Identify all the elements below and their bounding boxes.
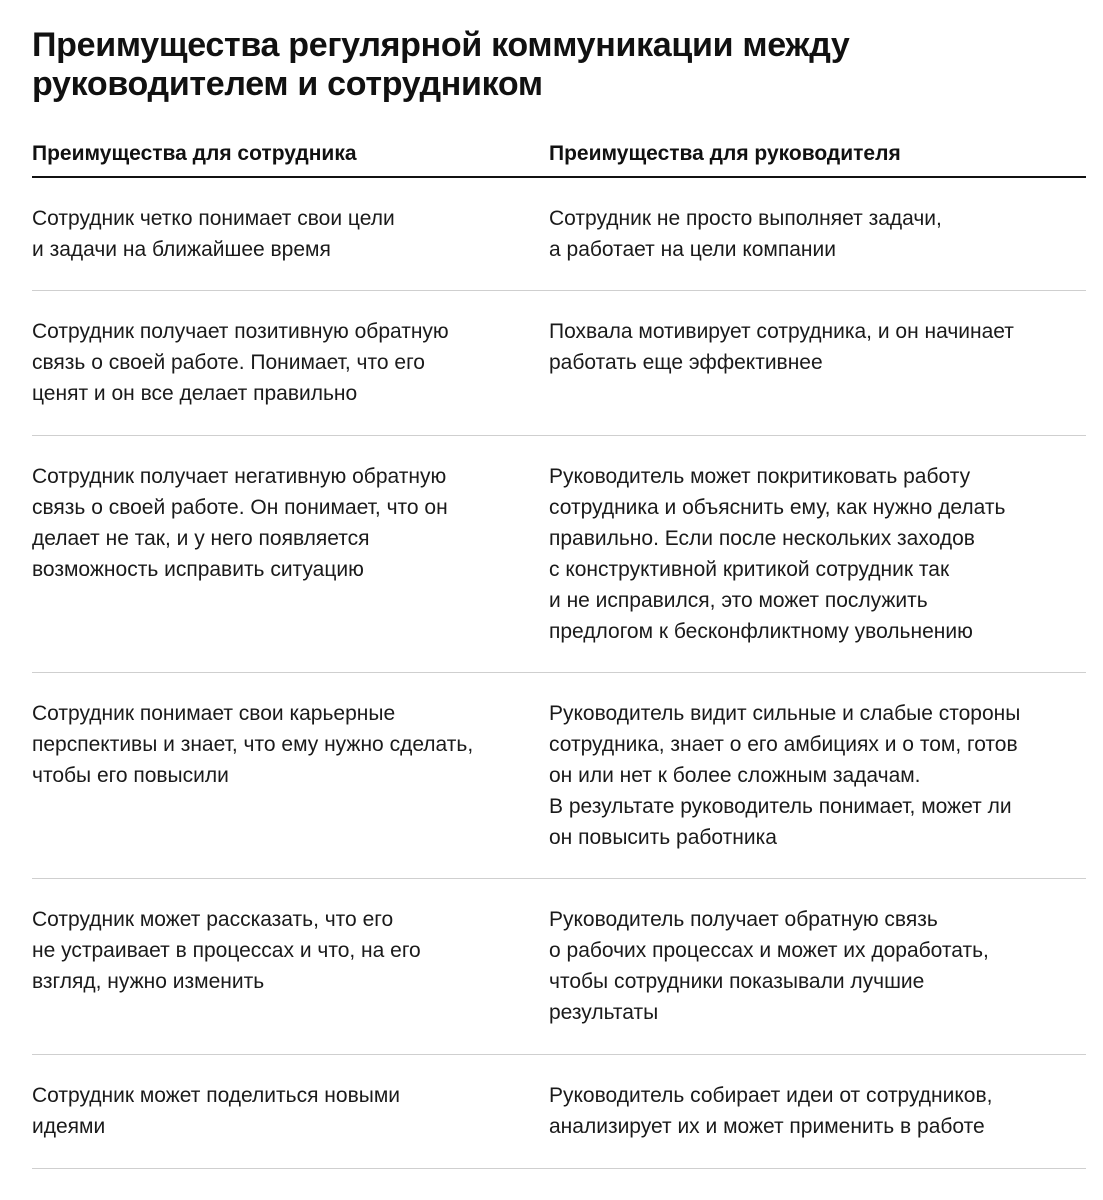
comparison-table <box>32 142 1086 1169</box>
table-row <box>32 436 1086 673</box>
manager-benefit-cell: Руководитель может покритиковать работу сотрудника и объяснить ему, как нужно делать правильно. Если после нескольких заходов с конструктивной критикой сотрудник так и не исправился, это может послужить предлогом к бесконфликтному увольнению <box>549 465 1006 643</box>
table-row <box>32 673 1086 879</box>
document <box>32 0 1086 1169</box>
table-row <box>32 178 1086 291</box>
table-row <box>32 1055 1086 1169</box>
page-title: Преимущества регулярной коммуникации между руководителем и сотрудником <box>32 26 850 103</box>
manager-benefit-cell: Руководитель собирает идеи от сотрудников, анализирует их и может применить в работе <box>549 1084 993 1138</box>
employee-benefit-cell: Сотрудник понимает свои карьерные перспективы и знает, что ему нужно сделать, чтобы его повысили <box>32 702 474 787</box>
table-row <box>32 291 1086 436</box>
employee-benefit-cell: Сотрудник может поделиться новыми идеями <box>32 1084 400 1138</box>
header-manager-benefits: Преимущества для руководителя <box>549 142 901 165</box>
table-row <box>32 879 1086 1055</box>
table-header-row <box>32 142 1086 178</box>
employee-benefit-cell: Сотрудник получает позитивную обратную связь о своей работе. Понимает, что его ценят и он все делает правильно <box>32 320 449 405</box>
manager-benefit-cell: Руководитель получает обратную связь о рабочих процессах и может их доработать, чтобы сотрудники показывали лучшие результаты <box>549 908 989 1024</box>
manager-benefit-cell: Сотрудник не просто выполняет задачи, а работает на цели компании <box>549 207 942 261</box>
employee-benefit-cell: Сотрудник получает негативную обратную связь о своей работе. Он понимает, что он делает не так, и у него появляется возможность исправить ситуацию <box>32 465 448 581</box>
manager-benefit-cell: Похвала мотивирует сотрудника, и он начинает работать еще эффективнее <box>549 320 1014 374</box>
manager-benefit-cell: Руководитель видит сильные и слабые стороны сотрудника, знает о его амбициях и о том, готов он или нет к более сложным задачам. В результате руководитель понимает, может ли он повысить работника <box>549 702 1021 849</box>
employee-benefit-cell: Сотрудник может рассказать, что его не устраивает в процессах и что, на его взгляд, нужно изменить <box>32 908 421 993</box>
header-employee-benefits: Преимущества для сотрудника <box>32 142 357 165</box>
employee-benefit-cell: Сотрудник четко понимает свои цели и задачи на ближайшее время <box>32 207 395 261</box>
